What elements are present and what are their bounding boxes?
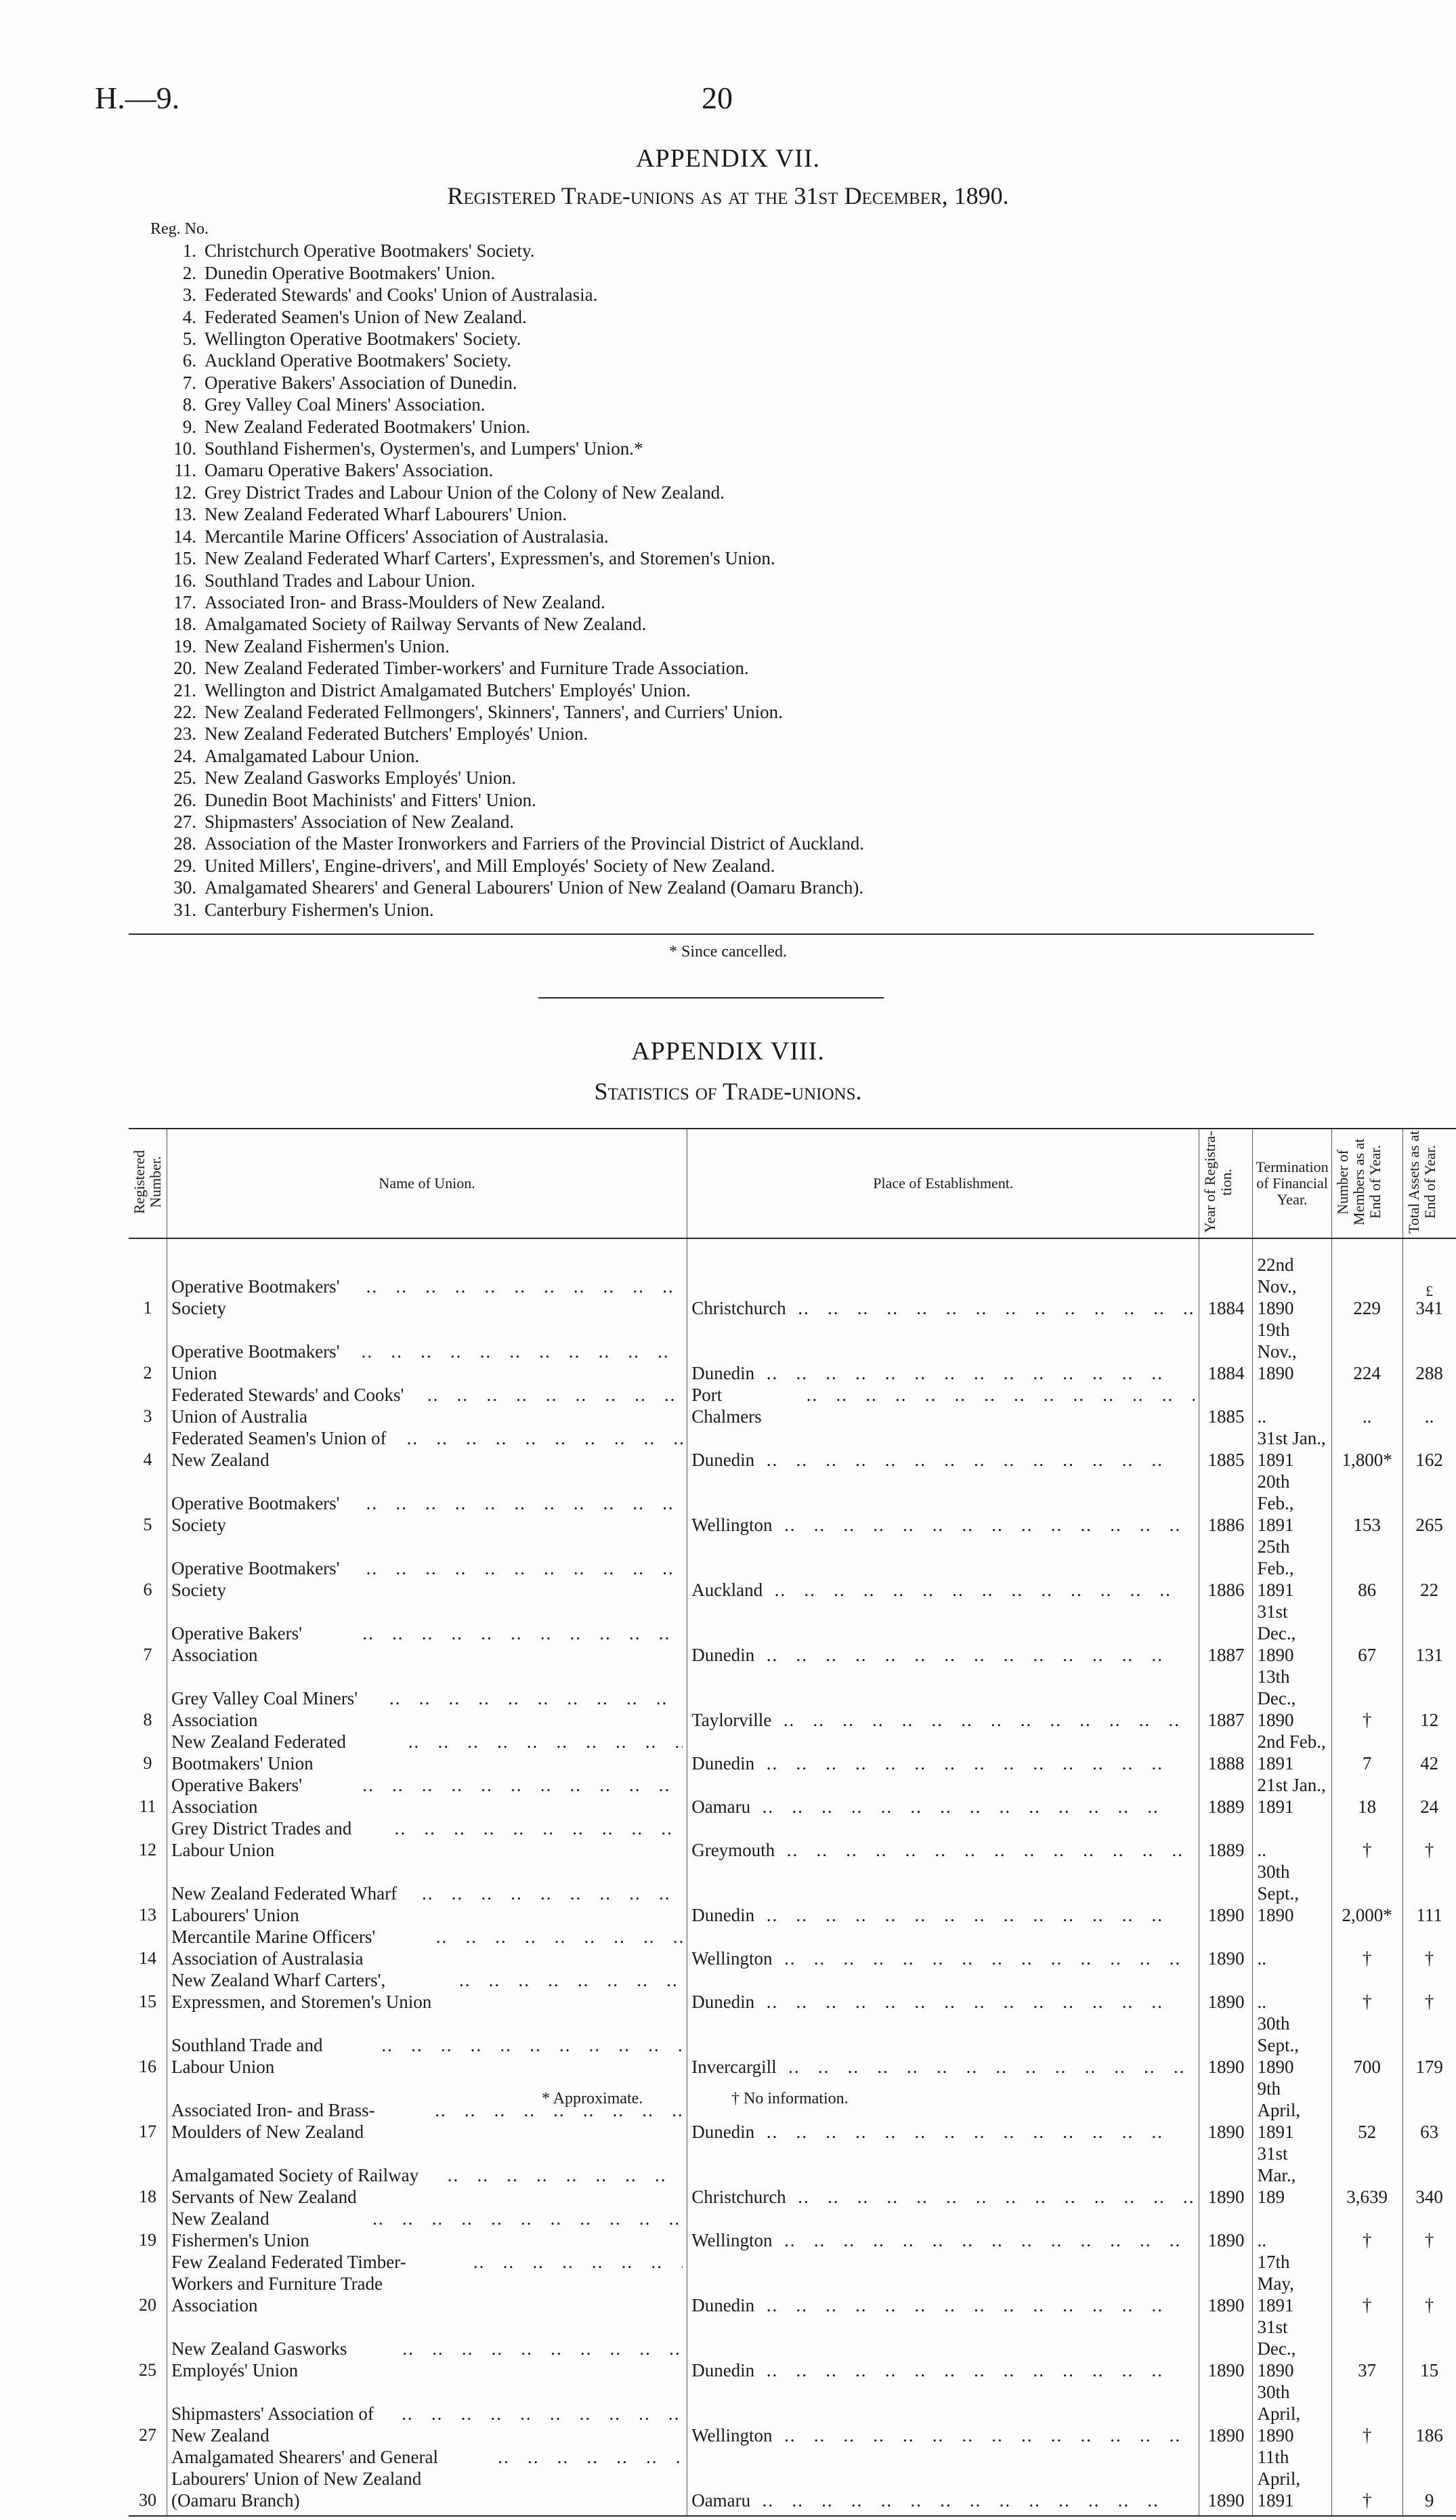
cell-place: Oamaru .. (687, 2446, 1199, 2516)
cell-members: 3,639 (1331, 2143, 1403, 2208)
cell-place: Dunedin .. (687, 2316, 1199, 2381)
reg-number: 22. (173, 701, 196, 722)
cell-place: Dunedin .. (687, 2078, 1199, 2143)
list-item (163, 767, 1382, 789)
cell-place: Greymouth .. (687, 1818, 1199, 1861)
cell-reg-number: 3 (143, 1406, 152, 1426)
cell-members: 7 (1331, 1731, 1403, 1774)
list-item (163, 394, 1382, 415)
reg-number: 27. (173, 811, 196, 832)
union-name: New Zealand Federated Bootmakers' Union. (205, 416, 530, 437)
cell-members: 2,000* (1331, 1861, 1403, 1926)
union-name: Wellington and District Amalgamated Butchers' Employés' Union. (205, 679, 691, 700)
cell-year: 1887 (1199, 1601, 1253, 1666)
union-name: New Zealand Federated Timber-workers' and Furniture Trade Association. (205, 658, 749, 679)
list-item (163, 855, 1382, 877)
list-item (163, 613, 1382, 635)
reg-number: 2. (182, 262, 196, 283)
reg-number: 25. (173, 768, 196, 789)
cell-assets: 111 (1403, 1861, 1456, 1926)
cell-members: 52 (1331, 2078, 1403, 2143)
cell-year: 1884 (1199, 1319, 1253, 1384)
cell-members: † (1331, 1818, 1403, 1861)
table-row (129, 1601, 1456, 1666)
cell-termination: 31st Dec., 1890 (1253, 2316, 1331, 2381)
union-name: United Millers', Engine-drivers', and Mill Employés' Society of New Zealand. (205, 855, 775, 876)
union-name: Shipmasters' Association of New Zealand. (205, 811, 515, 832)
cell-assets: 340 (1403, 2143, 1456, 2208)
cell-termination: 11th April, 1891 (1253, 2446, 1331, 2516)
cell-assets: † (1403, 1818, 1456, 1861)
cell-members: 86 (1331, 1536, 1403, 1601)
cell-year: 1890 (1199, 1926, 1253, 1969)
list-item (163, 262, 1382, 284)
cell-termination: .. (1253, 1384, 1331, 1427)
cell-place: Christchurch .. (687, 2143, 1199, 2208)
cell-members: 153 (1331, 1471, 1403, 1536)
cell-place: Invercargill .. (687, 2013, 1199, 2078)
list-item (163, 723, 1382, 744)
cell-union-name: New Zealand Federated Wharf Labourers' Union .. (167, 1861, 687, 1926)
cell-place: Dunedin .. (687, 1319, 1199, 1384)
list-item (163, 679, 1382, 701)
cell-union-name: Southland Trade and Labour Union .. (167, 2013, 687, 2078)
reg-number: 19. (173, 635, 196, 656)
cell-assets: .. (1403, 1384, 1456, 1427)
union-name: New Zealand Fishermen's Union. (205, 635, 450, 656)
reg-number: 9. (182, 416, 196, 437)
trade-union-statistics-table (129, 1128, 1456, 2517)
cell-place: Oamaru .. (687, 1774, 1199, 1818)
cell-place: Dunedin .. (687, 1731, 1199, 1774)
table-row (129, 1969, 1456, 2013)
cell-assets: 162 (1403, 1427, 1456, 1471)
cell-members: 18 (1331, 1774, 1403, 1818)
cell-place: Dunedin .. (687, 1861, 1199, 1926)
table-row (129, 1926, 1456, 1969)
cell-place: Dunedin .. (687, 1969, 1199, 2013)
reg-number: 3. (182, 285, 196, 306)
list-item (163, 350, 1382, 371)
cell-union-name: Amalgamated Shearers' and General Labourers' Union of New Zealand (Oamaru Branch) .. (167, 2446, 687, 2516)
cell-place: Wellington .. (687, 1471, 1199, 1536)
union-name: Grey District Trades and Labour Union of the Colony of New Zealand. (205, 482, 725, 503)
cell-assets: 131 (1403, 1601, 1456, 1666)
list-item (163, 570, 1382, 591)
cell-union-name: Grey Valley Coal Miners' Association .. (167, 1666, 687, 1731)
list-item (163, 416, 1382, 438)
cell-members: 1,800* (1331, 1427, 1403, 1471)
cell-assets: † (1403, 1926, 1456, 1969)
cell-union-name: New Zealand Gasworks Employés' Union .. (167, 2316, 687, 2381)
cell-year: 1890 (1199, 2078, 1253, 2143)
cell-place: Taylorville .. (687, 1666, 1199, 1731)
cell-place: Wellington .. (687, 2381, 1199, 2446)
col-termination: Termination of Financial Year. (1253, 1129, 1331, 1238)
cell-assets: 63 (1403, 2078, 1456, 2143)
reg-number: 7. (182, 372, 196, 393)
cell-termination: 21st Jan., 1891 (1253, 1774, 1331, 1818)
table-row (129, 1427, 1456, 1471)
cell-year: 1889 (1199, 1774, 1253, 1818)
list-item (163, 306, 1382, 328)
assets-value: 341 (1415, 1298, 1443, 1318)
cell-year: 1884 (1199, 1238, 1253, 1319)
cell-year: 1890 (1199, 2251, 1253, 2316)
cell-members: 37 (1331, 2316, 1403, 2381)
union-name: Southland Trades and Labour Union. (205, 570, 475, 591)
cell-reg-number: 30 (129, 2446, 167, 2516)
list-item (163, 701, 1382, 723)
cell-termination: 31st Jan., 1891 (1253, 1427, 1331, 1471)
union-name: New Zealand Gasworks Employés' Union. (205, 768, 517, 789)
cell-members: † (1331, 2446, 1403, 2516)
cell-termination: 13th Dec., 1890 (1253, 1666, 1331, 1731)
cell-year: 1890 (1199, 2381, 1253, 2446)
cell-union-name: Operative Bootmakers' Society .. (167, 1471, 687, 1536)
document-code: H.—9. (95, 81, 180, 115)
cell-termination: 17th May, 1891 (1253, 2251, 1331, 2316)
cell-members: † (1331, 1666, 1403, 1731)
cell-union-name: Grey District Trades and Labour Union .. (167, 1818, 687, 1861)
cell-place: Port Chalmers .. (687, 1384, 1199, 1427)
list-item (163, 547, 1382, 569)
col-assets: Total Assets as at End of Year. (1403, 1129, 1456, 1238)
cell-union-name: New Zealand Federated Bootmakers' Union .. (167, 1731, 687, 1774)
list-item (163, 811, 1382, 833)
page-number: 20 (702, 81, 733, 115)
cell-assets: 15 (1403, 2316, 1456, 2381)
reg-number: 11. (174, 460, 196, 481)
cell-place: Dunedin .. (687, 2251, 1199, 2316)
list-item (163, 438, 1382, 459)
union-name: Canterbury Fishermen's Union. (205, 899, 434, 920)
table-row (129, 1384, 1456, 1427)
section-rule (129, 933, 1314, 935)
cell-members: † (1331, 2251, 1403, 2316)
union-name: New Zealand Federated Fellmongers', Skinners', Tanners', and Curriers' Union. (205, 701, 783, 722)
list-item (163, 482, 1382, 503)
cell-reg-number: 15 (139, 1992, 156, 2011)
union-name: Dunedin Operative Bootmakers' Union. (205, 262, 496, 283)
table-row (129, 2208, 1456, 2251)
appendix-viii-title: APPENDIX VIII. (631, 1037, 825, 1066)
cell-members: 224 (1331, 1319, 1403, 1384)
cell-termination: 9th April, 1891 (1253, 2078, 1331, 2143)
table-row (129, 2143, 1456, 2208)
cell-union-name: Federated Seamen's Union of New Zealand .. (167, 1427, 687, 1471)
list-item (163, 657, 1382, 679)
cell-assets: 179 (1403, 2013, 1456, 2078)
cell-assets: † (1403, 2208, 1456, 2251)
col-members: Number of Members as at End of Year. (1331, 1129, 1403, 1238)
cell-reg-number: 8 (143, 1710, 152, 1729)
cell-union-name: Operative Bakers' Association .. (167, 1601, 687, 1666)
cell-termination: .. (1253, 2208, 1331, 2251)
reg-number: 13. (173, 504, 196, 525)
reg-number: 24. (173, 745, 196, 766)
cell-termination: 30th Sept., 1890 (1253, 2013, 1331, 2078)
section-separator (538, 997, 884, 999)
cell-assets: † (1403, 2251, 1456, 2316)
table-row (129, 1319, 1456, 1384)
cell-reg-number: 2 (143, 1363, 152, 1383)
cell-reg-number: 13 (139, 1905, 156, 1925)
table-row (129, 2316, 1456, 2381)
cell-year: 1888 (1199, 1731, 1253, 1774)
currency-symbol: £ (1426, 1282, 1434, 1299)
list-item (163, 635, 1382, 657)
cell-year: 1886 (1199, 1471, 1253, 1536)
cell-reg-number: 20 (139, 2295, 156, 2315)
list-item (163, 833, 1382, 854)
union-name: Christchurch Operative Bootmakers' Society. (205, 240, 535, 261)
cell-place: Dunedin .. (687, 1601, 1199, 1666)
reg-number: 18. (173, 614, 196, 635)
reg-number: 29. (173, 855, 196, 876)
reg-number: 8. (182, 394, 196, 415)
cell-termination: 31st Dec., 1890 (1253, 1601, 1331, 1666)
table-row (129, 1731, 1456, 1774)
cell-year: 1890 (1199, 1861, 1253, 1926)
list-item (163, 877, 1382, 898)
cell-members: † (1331, 2381, 1403, 2446)
union-name: Amalgamated Labour Union. (205, 745, 420, 766)
cell-members: 700 (1331, 2013, 1403, 2078)
table-row (129, 1774, 1456, 1818)
reg-number: 17. (173, 591, 196, 612)
table-row (129, 2013, 1456, 2078)
list-item (163, 284, 1382, 306)
cell-members: .. (1331, 1384, 1403, 1427)
cell-assets: 22 (1403, 1536, 1456, 1601)
table-row (129, 2446, 1456, 2516)
cell-union-name: Operative Bakers' Association .. (167, 1774, 687, 1818)
cell-union-name: New Zealand Wharf Carters', Expressmen, and Storemen's Union .. (167, 1969, 687, 2013)
cell-assets: 42 (1403, 1731, 1456, 1774)
appendix-vii-subtitle: Registered Trade-unions as at the 31st December, 1890. (447, 182, 1009, 209)
cell-reg-number: 4 (143, 1450, 152, 1469)
cell-termination: .. (1253, 1818, 1331, 1861)
cell-union-name: Operative Bootmakers' Union .. (167, 1319, 687, 1384)
cell-reg-number: 16 (139, 2057, 156, 2076)
cell-termination: 19th Nov., 1890 (1253, 1319, 1331, 1384)
union-name: Amalgamated Society of Railway Servants of New Zealand. (205, 614, 647, 635)
cell-reg-number: 27 (139, 2425, 156, 2445)
col-name-of-union: Name of Union. (167, 1129, 687, 1238)
cell-reg-number: 18 (139, 2187, 156, 2206)
cell-termination: 30th April, 1890 (1253, 2381, 1331, 2446)
table-row (129, 1238, 1456, 1319)
reg-number: 15. (173, 548, 196, 569)
cell-termination: .. (1253, 1969, 1331, 2013)
reg-number: 31. (173, 899, 196, 920)
cell-year: 1890 (1199, 2013, 1253, 2078)
union-name: Association of the Master Ironworkers and Farriers of the Provincial District of Auckland. (205, 833, 865, 854)
union-name: Dunedin Boot Machinists' and Fitters' Union. (205, 789, 536, 810)
table-header-row (129, 1129, 1456, 1238)
table-row (129, 1536, 1456, 1601)
list-item (163, 372, 1382, 394)
cell-assets: 186 (1403, 2381, 1456, 2446)
reg-number: 30. (173, 877, 196, 898)
reg-number: 10. (173, 438, 196, 459)
no-information-footnote: † No information. (731, 2090, 849, 2107)
union-name: Oamaru Operative Bakers' Association. (205, 460, 494, 481)
cell-termination: 25th Feb., 1891 (1253, 1536, 1331, 1601)
table-row (129, 1666, 1456, 1731)
cell-termination: 22nd Nov., 1890 (1253, 1238, 1331, 1319)
table-row (129, 2381, 1456, 2446)
table-row (129, 2251, 1456, 2316)
appendix-vii-title: APPENDIX VII. (636, 144, 820, 173)
cell-union-name: Federated Stewards' and Cooks' Union of Australia .. (167, 1384, 687, 1427)
cell-reg-number: 5 (143, 1515, 152, 1534)
reg-no-header: Reg. No. (150, 220, 209, 238)
cell-union-name: Amalgamated Society of Railway Servants of New Zealand .. (167, 2143, 687, 2208)
reg-number: 5. (182, 329, 196, 350)
reg-number: 28. (173, 833, 196, 854)
cell-year: 1890 (1199, 2208, 1253, 2251)
reg-number: 6. (182, 350, 196, 371)
table-row (129, 2078, 1456, 2143)
cell-members: † (1331, 1969, 1403, 2013)
cell-union-name: New Zealand Fishermen's Union .. (167, 2208, 687, 2251)
union-name: Grey Valley Coal Miners' Association. (205, 394, 486, 415)
cell-termination: 20th Feb., 1891 (1253, 1471, 1331, 1536)
reg-number: 26. (173, 789, 196, 810)
reg-number: 20. (173, 658, 196, 679)
union-name: Associated Iron- and Brass-Moulders of New Zealand. (205, 591, 605, 612)
list-item (163, 328, 1382, 350)
list-item (163, 240, 1382, 261)
cell-members: 67 (1331, 1601, 1403, 1666)
union-name: Federated Stewards' and Cooks' Union of Australasia. (205, 285, 598, 306)
cell-members: 229 (1331, 1238, 1403, 1319)
cell-assets: 288 (1403, 1319, 1456, 1384)
appendix-viii-subtitle: Statistics of Trade-unions. (594, 1078, 862, 1105)
cell-members: † (1331, 1926, 1403, 1969)
cell-reg-number: 11 (139, 1797, 156, 1816)
list-item (163, 526, 1382, 547)
union-name: Auckland Operative Bootmakers' Society. (205, 350, 511, 371)
cell-place: Wellington .. (687, 1926, 1199, 1969)
cell-union-name: Mercantile Marine Officers' Association of Australasia .. (167, 1926, 687, 1969)
cancelled-footnote: * Since cancelled. (669, 943, 787, 961)
union-name: New Zealand Federated Wharf Labourers' Union. (205, 504, 568, 525)
cell-place: Auckland .. (687, 1536, 1199, 1601)
cell-termination: .. (1253, 1926, 1331, 1969)
cell-year: 1887 (1199, 1666, 1253, 1731)
cell-year: 1890 (1199, 2446, 1253, 2516)
cell-union-name: Shipmasters' Association of New Zealand .. (167, 2381, 687, 2446)
cell-union-name: Operative Bootmakers' Society .. (167, 1536, 687, 1601)
cell-members: † (1331, 2208, 1403, 2251)
cell-year: 1890 (1199, 2316, 1253, 2381)
registered-unions-list (150, 218, 1382, 921)
cell-place: Dunedin .. (687, 1427, 1199, 1471)
col-place: Place of Establishment. (687, 1129, 1199, 1238)
cell-reg-number: 9 (143, 1753, 152, 1773)
union-name: Amalgamated Shearers' and General Labourers' Union of New Zealand (Oamaru Branch). (205, 877, 864, 898)
cell-reg-number: 7 (143, 1645, 152, 1664)
col-year: Year of Registra- tion. (1199, 1129, 1253, 1238)
union-name: Wellington Operative Bootmakers' Society. (205, 329, 521, 350)
col-registered-number: Registered Number. (129, 1129, 167, 1238)
cell-reg-number: 25 (139, 2360, 156, 2380)
cell-reg-number: 17 (139, 2122, 156, 2141)
cell-year: 1885 (1199, 1427, 1253, 1471)
cell-termination: 30th Sept., 1890 (1253, 1861, 1331, 1926)
cell-year: 1890 (1199, 2143, 1253, 2208)
approximate-footnote: * Approximate. (542, 2090, 643, 2107)
reg-number: 1. (182, 240, 196, 261)
cell-year: 1885 (1199, 1384, 1253, 1427)
list-item (163, 899, 1382, 921)
list-item (163, 789, 1382, 811)
cell-assets (1403, 1238, 1456, 1319)
list-item (163, 745, 1382, 767)
cell-union-name: Associated Iron- and Brass-Moulders of New Zealand .. (167, 2078, 687, 2143)
reg-number: 16. (173, 570, 196, 591)
reg-number: 14. (173, 526, 196, 547)
cell-assets: 265 (1403, 1471, 1456, 1536)
union-name: New Zealand Federated Wharf Carters', Expressmen's, and Storemen's Union. (205, 548, 775, 569)
cell-reg-number: 1 (143, 1298, 152, 1318)
table-row (129, 1818, 1456, 1861)
table-row (129, 1471, 1456, 1536)
cell-termination: 31st Mar., 189 (1253, 2143, 1331, 2208)
cell-union-name: Operative Bootmakers' Society .. (167, 1238, 687, 1319)
cell-termination: 2nd Feb., 1891 (1253, 1731, 1331, 1774)
cell-assets: † (1403, 1969, 1456, 2013)
cell-assets: 12 (1403, 1666, 1456, 1731)
table-row (129, 1861, 1456, 1926)
cell-assets: 24 (1403, 1774, 1456, 1818)
cell-reg-number: 6 (143, 1580, 152, 1599)
union-name: Southland Fishermen's, Oystermen's, and Lumpers' Union.* (205, 438, 643, 459)
reg-number: 21. (173, 679, 196, 700)
cell-year: 1886 (1199, 1536, 1253, 1601)
list-item (163, 591, 1382, 613)
cell-place: Wellington .. (687, 2208, 1199, 2251)
union-name: Operative Bakers' Association of Dunedin. (205, 372, 517, 393)
reg-number: 23. (173, 723, 196, 744)
cell-reg-number: 19 (139, 2230, 156, 2250)
cell-year: 1890 (1199, 1969, 1253, 2013)
union-name: New Zealand Federated Butchers' Employés' Union. (205, 723, 588, 744)
list-item (163, 503, 1382, 525)
reg-number: 4. (182, 306, 196, 327)
cell-year: 1889 (1199, 1818, 1253, 1861)
reg-number: 12. (173, 482, 196, 503)
list-item (163, 459, 1382, 481)
cell-reg-number: 12 (139, 1840, 156, 1860)
cell-reg-number: 14 (139, 1948, 156, 1968)
union-name: Federated Seamen's Union of New Zealand. (205, 306, 527, 327)
union-name: Mercantile Marine Officers' Association of Australasia. (205, 526, 609, 547)
cell-union-name: Few Zealand Federated Timber-Workers and Furniture Trade Association .. (167, 2251, 687, 2316)
cell-assets: 9 (1403, 2446, 1456, 2516)
cell-place: Christchurch .. (687, 1238, 1199, 1319)
